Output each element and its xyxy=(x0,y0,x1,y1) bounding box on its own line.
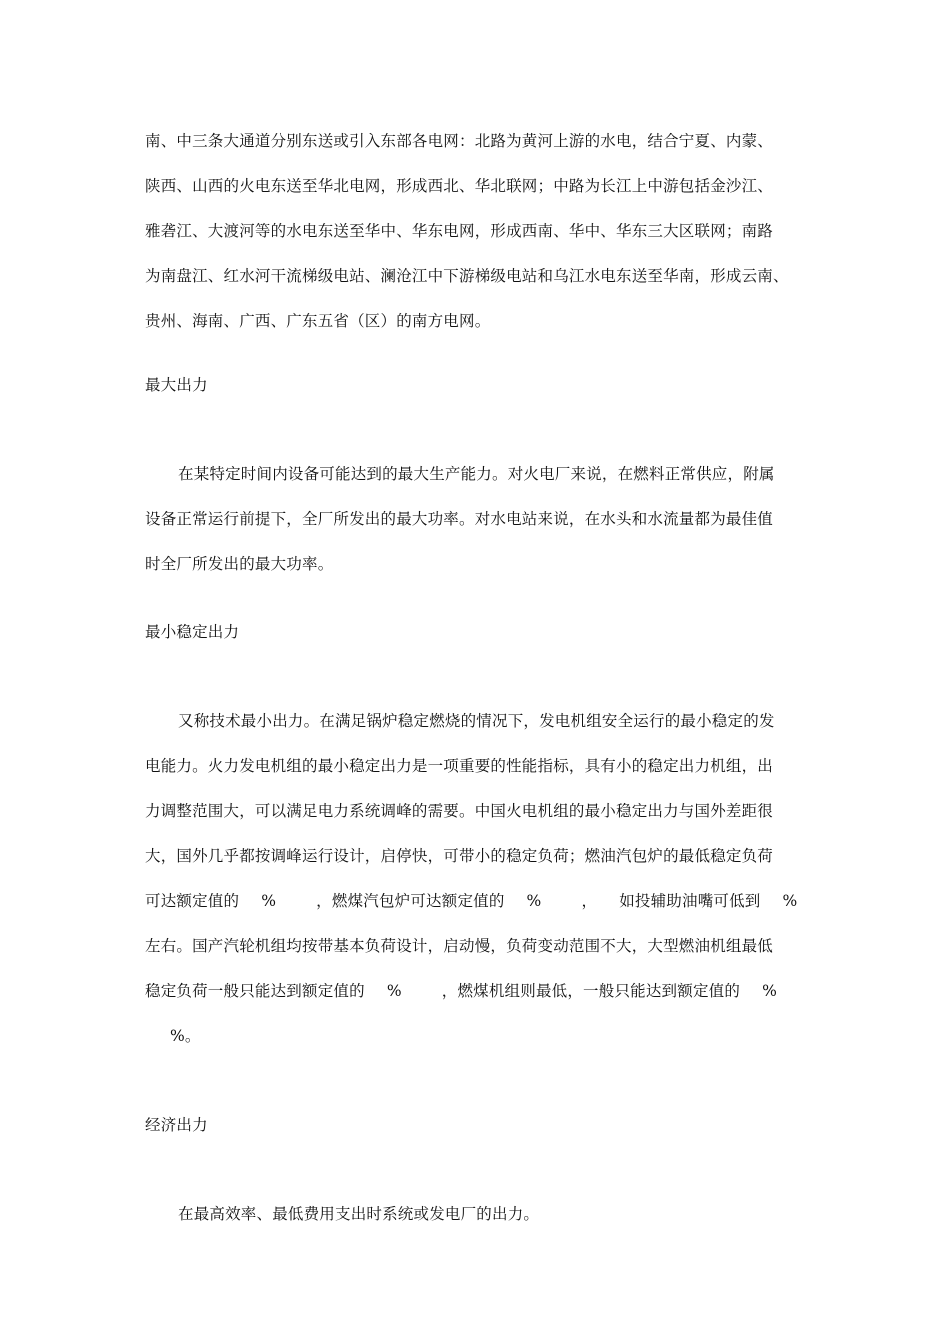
max-output-line-3: 时全厂所发出的最大功率。 xyxy=(145,555,334,573)
min-stable-line-6: 左右。国产汽轮机组均按带基本负荷设计，启动慢，负荷变动范围不大，大型燃油机组最低 xyxy=(145,937,774,955)
max-output-line-1: 在某特定时间内设备可能达到的最大生产能力。对火电厂来说，在燃料正常供应，附属 xyxy=(178,465,775,483)
percent-sign: % xyxy=(782,892,798,910)
min-stable-line-8: %。 xyxy=(170,1027,201,1045)
min-stable-line-4: 大，国外几乎都按调峰运行设计，启停快，可带小的稳定负荷；燃油汽包炉的最低稳定负荷 xyxy=(145,847,774,865)
text-segment: 可达额定值的 xyxy=(145,892,240,910)
text-segment: ，燃煤机组则最低，一般只能达到额定值的 xyxy=(441,982,741,1000)
heading-max-output: 最大出力 xyxy=(145,376,208,394)
min-stable-line-2: 电能力。火力发电机组的最小稳定出力是一项重要的性能指标，具有小的稳定出力机组，出 xyxy=(145,757,774,775)
intro-line-2: 陕西、山西的火电东送至华北电网，形成西北、华北联网；中路为长江上中游包括金沙江、 xyxy=(145,177,774,195)
intro-line-5: 贵州、海南、广西、广东五省（区）的南方电网。 xyxy=(145,312,491,330)
heading-min-stable-output: 最小稳定出力 xyxy=(145,623,240,641)
text-segment: 如投辅助油嘴可低到 xyxy=(619,892,761,910)
max-output-line-2: 设备正常运行前提下，全厂所发出的最大功率。对水电站来说，在水头和水流量都为最佳值 xyxy=(145,510,774,528)
text-segment: ，燃煤汽包炉可达额定值的 xyxy=(316,892,505,910)
intro-line-4: 为南盘江、红水河干流梯级电站、澜沧江中下游梯级电站和乌江水电东送至华南，形成云南、 xyxy=(145,267,789,285)
percent-sign: % xyxy=(762,982,777,1000)
economic-line-1: 在最高效率、最低费用支出时系统或发电厂的出力。 xyxy=(178,1205,540,1223)
text-segment: 稳定负荷一般只能达到额定值的 xyxy=(145,982,365,1000)
min-stable-line-5 xyxy=(145,891,825,911)
intro-line-1: 南、中三条大通道分别东送或引入东部各电网：北路为黄河上游的水电，结合宁夏、内蒙、 xyxy=(145,132,774,150)
text-segment: ， xyxy=(581,892,598,910)
min-stable-line-1: 又称技术最小出力。在满足锅炉稳定燃烧的情况下，发电机组安全运行的最小稳定的发 xyxy=(178,712,775,730)
heading-economic-output: 经济出力 xyxy=(145,1116,208,1134)
percent-sign: % xyxy=(261,892,277,910)
min-stable-line-3: 力调整范围大，可以满足电力系统调峰的需要。中国火电机组的最小稳定出力与国外差距很 xyxy=(145,802,774,820)
intro-line-3: 雅砻江、大渡河等的水电东送至华中、华东电网，形成西南、华中、华东三大区联网；南路 xyxy=(145,222,774,240)
min-stable-line-7 xyxy=(145,981,825,1001)
percent-sign: % xyxy=(526,892,542,910)
percent-sign: % xyxy=(386,982,402,1000)
